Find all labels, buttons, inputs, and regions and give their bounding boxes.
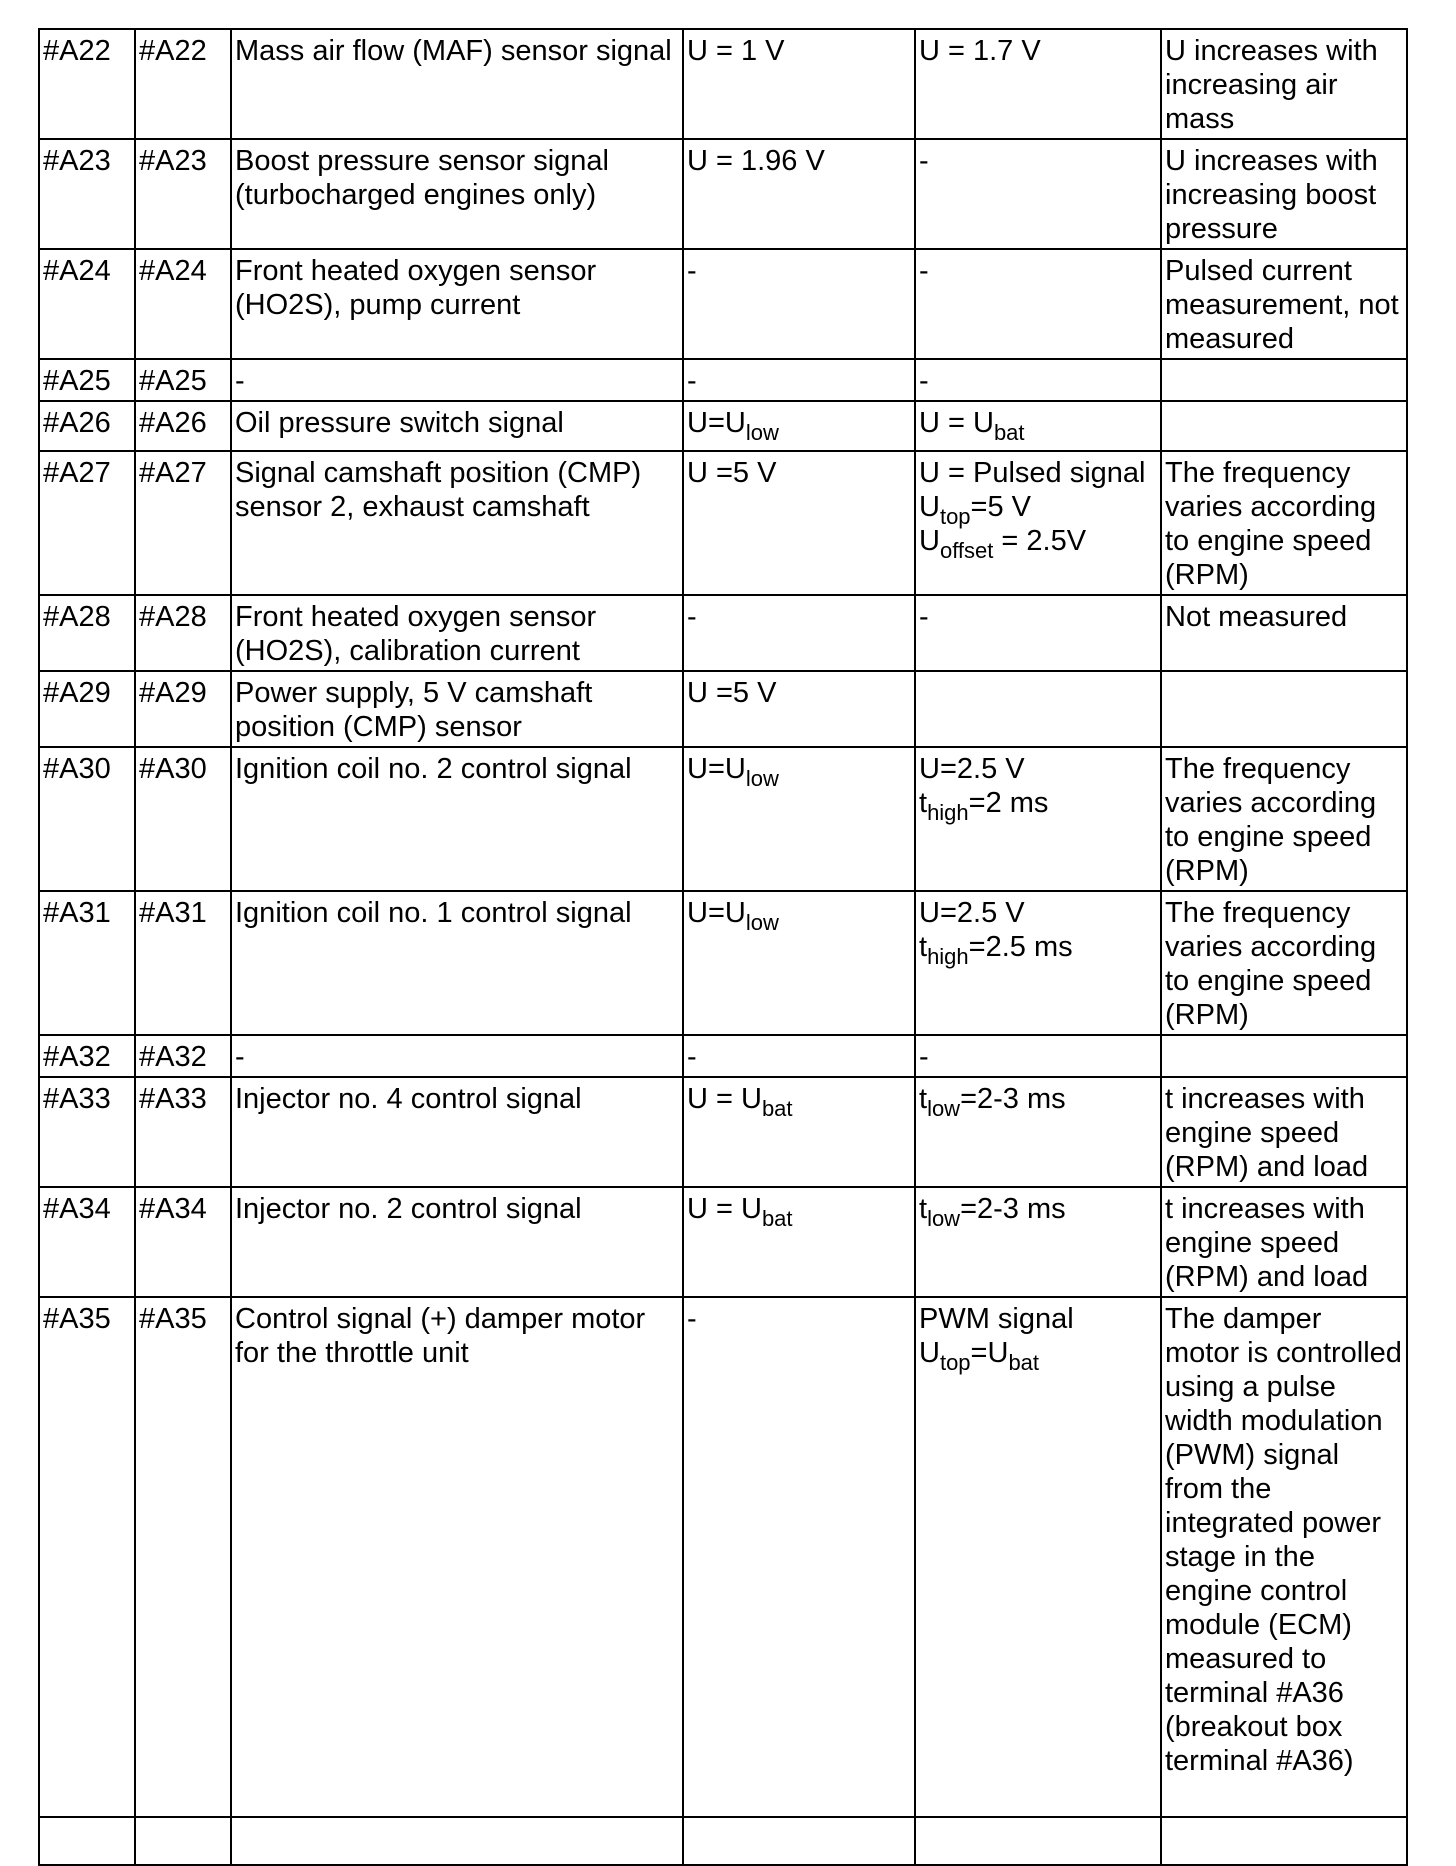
cell-value <box>683 595 915 671</box>
cell-value <box>915 401 1161 451</box>
cell-pin <box>135 1187 231 1297</box>
pin-label: #A29 <box>43 677 111 709</box>
cell-value <box>915 1817 1161 1865</box>
cell-pin <box>39 891 135 1035</box>
value-subscript: top <box>939 504 971 529</box>
pin-data-table <box>38 28 1408 1866</box>
value-subscript: low <box>745 766 779 791</box>
value-text: U=U <box>687 897 746 929</box>
value-text: U = 1 V <box>687 35 785 67</box>
pin-label: #A24 <box>139 255 207 287</box>
pin-label: #A29 <box>139 677 207 709</box>
description-text: Front heated oxygen sensor (HO2S), pump current <box>235 255 597 321</box>
value-text: U <box>919 525 940 557</box>
table-row <box>39 249 1407 359</box>
cell-pin <box>135 1817 231 1865</box>
cell-value <box>683 671 915 747</box>
cell-value <box>683 1077 915 1187</box>
description-text: Control signal (+) damper motor for the throttle unit <box>235 1303 646 1369</box>
pin-label: #A28 <box>139 601 207 633</box>
table-row <box>39 1077 1407 1187</box>
cell-pin <box>39 29 135 139</box>
pin-label: #A25 <box>43 365 111 397</box>
cell-pin <box>39 1817 135 1865</box>
value-text: t <box>919 787 928 819</box>
note-text: U increases with increasing air mass <box>1165 35 1378 135</box>
table-row <box>39 1187 1407 1297</box>
pin-label: #A24 <box>43 255 111 287</box>
cell-value <box>915 1297 1161 1817</box>
cell-pin <box>135 401 231 451</box>
table-row <box>39 1297 1407 1817</box>
cell-note <box>1161 1297 1407 1817</box>
value-text: U=U <box>687 407 746 439</box>
description-text: Ignition coil no. 2 control signal <box>235 753 632 785</box>
cell-value <box>915 747 1161 891</box>
value-text: U = 1.96 V <box>687 145 825 177</box>
cell-description <box>231 401 683 451</box>
cell-pin <box>39 1077 135 1187</box>
note-text: Not measured <box>1165 601 1348 633</box>
cell-description <box>231 359 683 401</box>
table-row <box>39 891 1407 1035</box>
description-text: Front heated oxygen sensor (HO2S), calibration current <box>235 601 597 667</box>
pin-label: #A31 <box>139 897 207 929</box>
cell-pin <box>39 249 135 359</box>
cell-pin <box>39 1187 135 1297</box>
value-text: - <box>687 255 697 287</box>
table-row <box>39 747 1407 891</box>
value-subscript: low <box>745 420 779 445</box>
cell-note <box>1161 1187 1407 1297</box>
description-text: Signal camshaft position (CMP) sensor 2, exhaust camshaft <box>235 457 642 523</box>
cell-pin <box>39 401 135 451</box>
value-subscript: low <box>927 1096 961 1121</box>
cell-description <box>231 139 683 249</box>
cell-description <box>231 1187 683 1297</box>
value-subscript: low <box>927 1206 961 1231</box>
cell-note <box>1161 29 1407 139</box>
value-subscript: low <box>745 910 779 935</box>
value-text: U=U <box>687 753 746 785</box>
cell-note <box>1161 1035 1407 1077</box>
pin-label: #A34 <box>43 1193 111 1225</box>
value-text: - <box>687 1303 697 1335</box>
value-text: - <box>687 601 697 633</box>
cell-note <box>1161 1817 1407 1865</box>
value-text: U=2.5 V <box>919 753 1025 785</box>
note-text: Pulsed current measurement, not measured <box>1165 255 1399 355</box>
pin-label: #A33 <box>43 1083 111 1115</box>
value-text: U = Pulsed signal <box>919 457 1146 489</box>
value-text: =U <box>970 1337 1009 1369</box>
cell-pin <box>135 249 231 359</box>
table-row <box>39 401 1407 451</box>
value-subscript: bat <box>761 1096 793 1121</box>
cell-pin <box>39 1297 135 1817</box>
description-text: Oil pressure switch signal <box>235 407 564 439</box>
cell-value <box>915 451 1161 595</box>
pin-label: #A31 <box>43 897 111 929</box>
value-text: - <box>919 1041 929 1073</box>
pin-label: #A26 <box>139 407 207 439</box>
cell-value <box>683 891 915 1035</box>
value-text: PWM signal <box>919 1303 1074 1335</box>
cell-note <box>1161 359 1407 401</box>
value-text: =5 V <box>970 491 1032 523</box>
value-subscript: high <box>927 944 969 969</box>
table-row <box>39 451 1407 595</box>
cell-description <box>231 249 683 359</box>
cell-pin <box>39 671 135 747</box>
value-text: U=2.5 V <box>919 897 1025 929</box>
value-text: =2 ms <box>968 787 1049 819</box>
cell-description <box>231 1817 683 1865</box>
cell-value <box>915 1077 1161 1187</box>
cell-description <box>231 1035 683 1077</box>
value-text: =2-3 ms <box>960 1083 1066 1115</box>
table-row <box>39 359 1407 401</box>
cell-pin <box>135 451 231 595</box>
value-text: U =5 V <box>687 677 777 709</box>
cell-note <box>1161 671 1407 747</box>
cell-value <box>915 1035 1161 1077</box>
pin-label: #A26 <box>43 407 111 439</box>
cell-value <box>683 29 915 139</box>
pin-label: #A34 <box>139 1193 207 1225</box>
cell-pin <box>39 139 135 249</box>
pin-label: #A32 <box>139 1041 207 1073</box>
cell-pin <box>135 671 231 747</box>
cell-pin <box>135 595 231 671</box>
value-text: U =5 V <box>687 457 777 489</box>
cell-value <box>683 1187 915 1297</box>
value-subscript: bat <box>761 1206 793 1231</box>
cell-description <box>231 891 683 1035</box>
cell-note <box>1161 747 1407 891</box>
cell-description <box>231 29 683 139</box>
pin-label: #A30 <box>139 753 207 785</box>
cell-value <box>683 249 915 359</box>
table-row-partial <box>39 1817 1407 1865</box>
value-subscript: high <box>927 800 969 825</box>
pin-label: #A28 <box>43 601 111 633</box>
cell-description <box>231 671 683 747</box>
cell-value <box>915 29 1161 139</box>
cell-value <box>915 359 1161 401</box>
pin-label: #A22 <box>139 35 207 67</box>
cell-value <box>683 1817 915 1865</box>
value-text: U = 1.7 V <box>919 35 1041 67</box>
value-text: U = U <box>687 1083 762 1115</box>
value-text: =2-3 ms <box>960 1193 1066 1225</box>
note-text: t increases with engine speed (RPM) and load <box>1165 1083 1369 1183</box>
value-text: - <box>919 365 929 397</box>
cell-pin <box>135 747 231 891</box>
cell-note <box>1161 1077 1407 1187</box>
cell-value <box>683 451 915 595</box>
cell-note <box>1161 401 1407 451</box>
cell-pin <box>39 451 135 595</box>
value-text: = 2.5V <box>993 525 1087 557</box>
cell-value <box>915 671 1161 747</box>
description-text: - <box>235 365 245 397</box>
value-subscript: offset <box>939 538 994 563</box>
cell-value <box>915 1187 1161 1297</box>
value-text: U = U <box>919 407 994 439</box>
value-text: t <box>919 1193 928 1225</box>
cell-pin <box>135 891 231 1035</box>
value-text: - <box>687 1041 697 1073</box>
cell-description <box>231 595 683 671</box>
cell-note <box>1161 595 1407 671</box>
cell-pin <box>39 747 135 891</box>
cell-note <box>1161 249 1407 359</box>
pin-label: #A25 <box>139 365 207 397</box>
description-text: Power supply, 5 V camshaft position (CMP) sensor <box>235 677 593 743</box>
table-row <box>39 595 1407 671</box>
pin-label: #A33 <box>139 1083 207 1115</box>
cell-value <box>915 249 1161 359</box>
pin-label: #A23 <box>43 145 111 177</box>
description-text: Boost pressure sensor signal (turbocharged engines only) <box>235 145 609 211</box>
pin-label: #A27 <box>139 457 207 489</box>
table-row <box>39 139 1407 249</box>
cell-pin <box>135 29 231 139</box>
cell-note <box>1161 891 1407 1035</box>
cell-value <box>683 1297 915 1817</box>
value-text: - <box>919 255 929 287</box>
cell-description <box>231 1297 683 1817</box>
cell-pin <box>39 1035 135 1077</box>
cell-pin <box>135 1077 231 1187</box>
description-text: Injector no. 2 control signal <box>235 1193 582 1225</box>
value-subscript: bat <box>1008 1350 1040 1375</box>
cell-pin <box>39 595 135 671</box>
value-subscript: top <box>939 1350 971 1375</box>
cell-pin <box>135 1035 231 1077</box>
value-subscript: bat <box>993 420 1025 445</box>
cell-value <box>683 359 915 401</box>
note-text: The frequency varies according to engine speed (RPM) <box>1165 753 1377 887</box>
value-text: - <box>687 365 697 397</box>
pin-label: #A30 <box>43 753 111 785</box>
table-row <box>39 671 1407 747</box>
description-text: Ignition coil no. 1 control signal <box>235 897 632 929</box>
cell-description <box>231 1077 683 1187</box>
table-row <box>39 29 1407 139</box>
value-text: t <box>919 1083 928 1115</box>
cell-pin <box>135 359 231 401</box>
cell-description <box>231 747 683 891</box>
cell-value <box>915 139 1161 249</box>
cell-pin <box>39 359 135 401</box>
table-row <box>39 1035 1407 1077</box>
pin-label: #A32 <box>43 1041 111 1073</box>
note-text: The damper motor is controlled using a pulse width modulation (PWM) signal from the integrated power stage in the engine control module (ECM) measured to terminal #A36 (breakout box terminal #A36) <box>1165 1303 1402 1777</box>
value-text: - <box>919 601 929 633</box>
note-text: t increases with engine speed (RPM) and load <box>1165 1193 1369 1293</box>
note-text: U increases with increasing boost pressure <box>1165 145 1378 245</box>
cell-description <box>231 451 683 595</box>
cell-pin <box>135 1297 231 1817</box>
value-text: U <box>919 491 940 523</box>
value-text: - <box>919 145 929 177</box>
cell-value <box>915 595 1161 671</box>
cell-pin <box>135 139 231 249</box>
cell-value <box>683 1035 915 1077</box>
value-text: =2.5 ms <box>968 931 1073 963</box>
note-text: The frequency varies according to engine speed (RPM) <box>1165 457 1377 591</box>
pin-label: #A23 <box>139 145 207 177</box>
note-text: The frequency varies according to engine speed (RPM) <box>1165 897 1377 1031</box>
cell-value <box>915 891 1161 1035</box>
cell-value <box>683 401 915 451</box>
pin-label: #A35 <box>43 1303 111 1335</box>
value-text: t <box>919 931 928 963</box>
description-text: - <box>235 1041 245 1073</box>
value-text: U = U <box>687 1193 762 1225</box>
cell-note <box>1161 139 1407 249</box>
value-text: U <box>919 1337 940 1369</box>
pin-label: #A35 <box>139 1303 207 1335</box>
description-text: Injector no. 4 control signal <box>235 1083 582 1115</box>
cell-value <box>683 139 915 249</box>
pin-label: #A27 <box>43 457 111 489</box>
description-text: Mass air flow (MAF) sensor signal <box>235 35 672 67</box>
pin-label: #A22 <box>43 35 111 67</box>
cell-value <box>683 747 915 891</box>
cell-note <box>1161 451 1407 595</box>
